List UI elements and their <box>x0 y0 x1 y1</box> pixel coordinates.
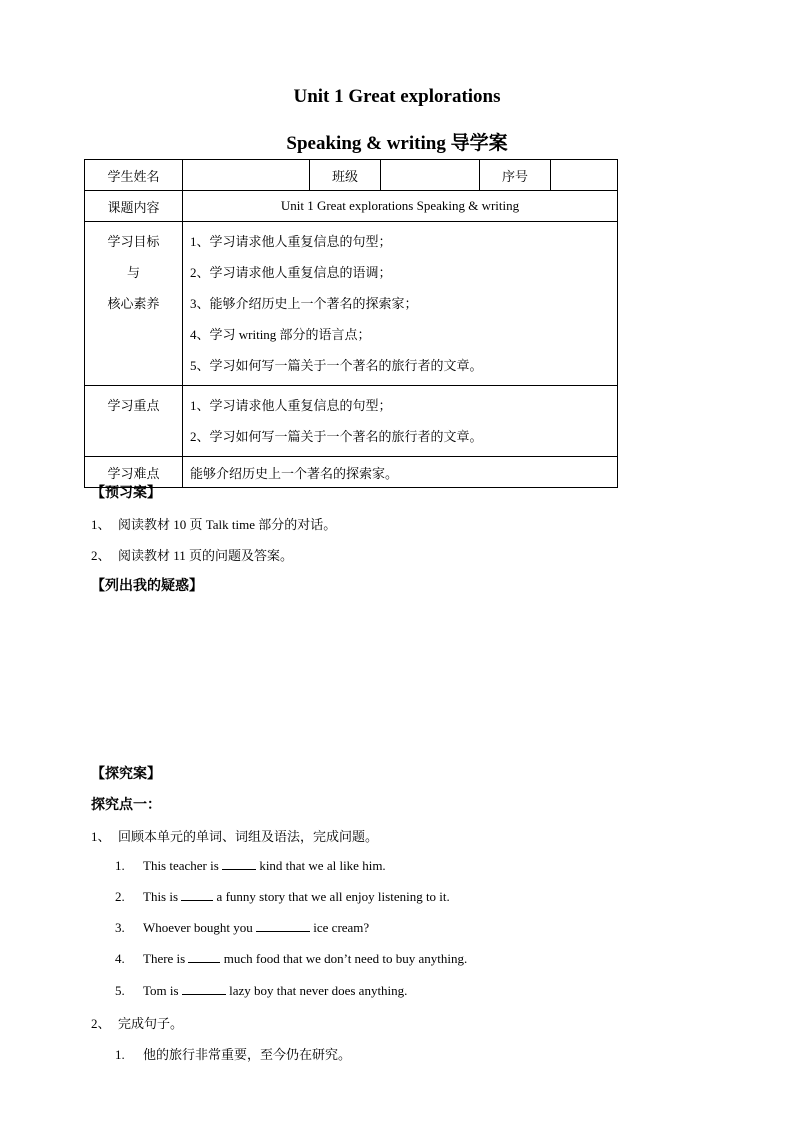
key-points-list <box>183 386 618 457</box>
exercise-sentence: 4. There is much food that we don’t need to buy anything. <box>115 951 468 966</box>
goals-label-line: 与 <box>126 265 140 280</box>
info-table <box>84 159 618 488</box>
answer-blank[interactable] <box>256 919 310 932</box>
doubts-writing-area[interactable] <box>91 600 618 750</box>
list-item: 5、学习如何写一篇关于一个著名的旅行者的文章。 <box>190 358 483 373</box>
class-field[interactable] <box>381 160 480 191</box>
student-name-label: 学生姓名 <box>85 160 183 191</box>
goals-label-line: 核心素养 <box>107 296 160 311</box>
difficult-value: 能够介绍历史上一个著名的探索家。 <box>183 457 618 488</box>
table-row <box>85 191 618 222</box>
table-row <box>85 386 618 457</box>
goals-label <box>85 222 183 386</box>
table-row <box>85 457 618 488</box>
class-label: 班级 <box>310 160 381 191</box>
list-item: 1、学习请求他人重复信息的句型； <box>190 234 392 249</box>
list-item: 2、 完成句子。 <box>91 1016 184 1031</box>
topic-label: 课题内容 <box>85 191 183 222</box>
seat-label: 序号 <box>480 160 551 191</box>
list-item: 2、学习如何写一篇关于一个著名的旅行者的文章。 <box>190 429 483 444</box>
key-points-label: 学习重点 <box>85 386 183 457</box>
list-item: 2、学习请求他人重复信息的语调； <box>190 265 392 280</box>
list-item: 3、能够介绍历史上一个著名的探索家； <box>190 296 418 311</box>
table-row <box>85 222 618 386</box>
exercise-sentence: 1. This teacher is kind that we al like him. <box>115 858 386 873</box>
answer-blank[interactable] <box>222 857 256 870</box>
document-title: Unit 1 Great explorations <box>293 86 501 107</box>
student-name-field[interactable] <box>183 160 310 191</box>
list-item: 1、 阅读教材 10 页 Talk time 部分的对话。 <box>91 517 337 532</box>
translation-sentence: 1. 他的旅行非常重要，至今仍在研究。 <box>115 1047 352 1062</box>
explore-point-one: 探究点一： <box>91 798 161 813</box>
exercise-sentence: 5. Tom is lazy boy that never does anything. <box>115 983 408 998</box>
exercise-sentence: 2. This is a funny story that we all enjoy listening to it. <box>115 889 450 904</box>
list-item: 4、学习 writing 部分的语言点； <box>190 327 371 342</box>
list-item: 1、 回顾本单元的单词、词组及语法，完成问题。 <box>91 829 379 844</box>
goals-list <box>183 222 618 386</box>
explore-heading: 【探究案】 <box>91 767 161 782</box>
doubts-heading: 【列出我的疑惑】 <box>91 579 203 594</box>
topic-value: Unit 1 Great explorations Speaking & writing <box>183 191 618 222</box>
goals-label-line: 学习目标 <box>107 234 160 249</box>
answer-blank[interactable] <box>181 888 213 901</box>
document-subtitle: Speaking & writing 导学案 <box>286 133 508 154</box>
preview-heading: 【预习案】 <box>91 486 161 501</box>
list-item: 2、 阅读教材 11 页的问题及答案。 <box>91 548 294 563</box>
answer-blank[interactable] <box>182 982 226 995</box>
table-row <box>85 160 618 191</box>
list-item: 1、学习请求他人重复信息的句型； <box>190 398 392 413</box>
seat-field[interactable] <box>551 160 618 191</box>
exercise-sentence: 3. Whoever bought you ice cream? <box>115 920 370 935</box>
difficult-label: 学习难点 <box>85 457 183 488</box>
answer-blank[interactable] <box>188 950 220 963</box>
